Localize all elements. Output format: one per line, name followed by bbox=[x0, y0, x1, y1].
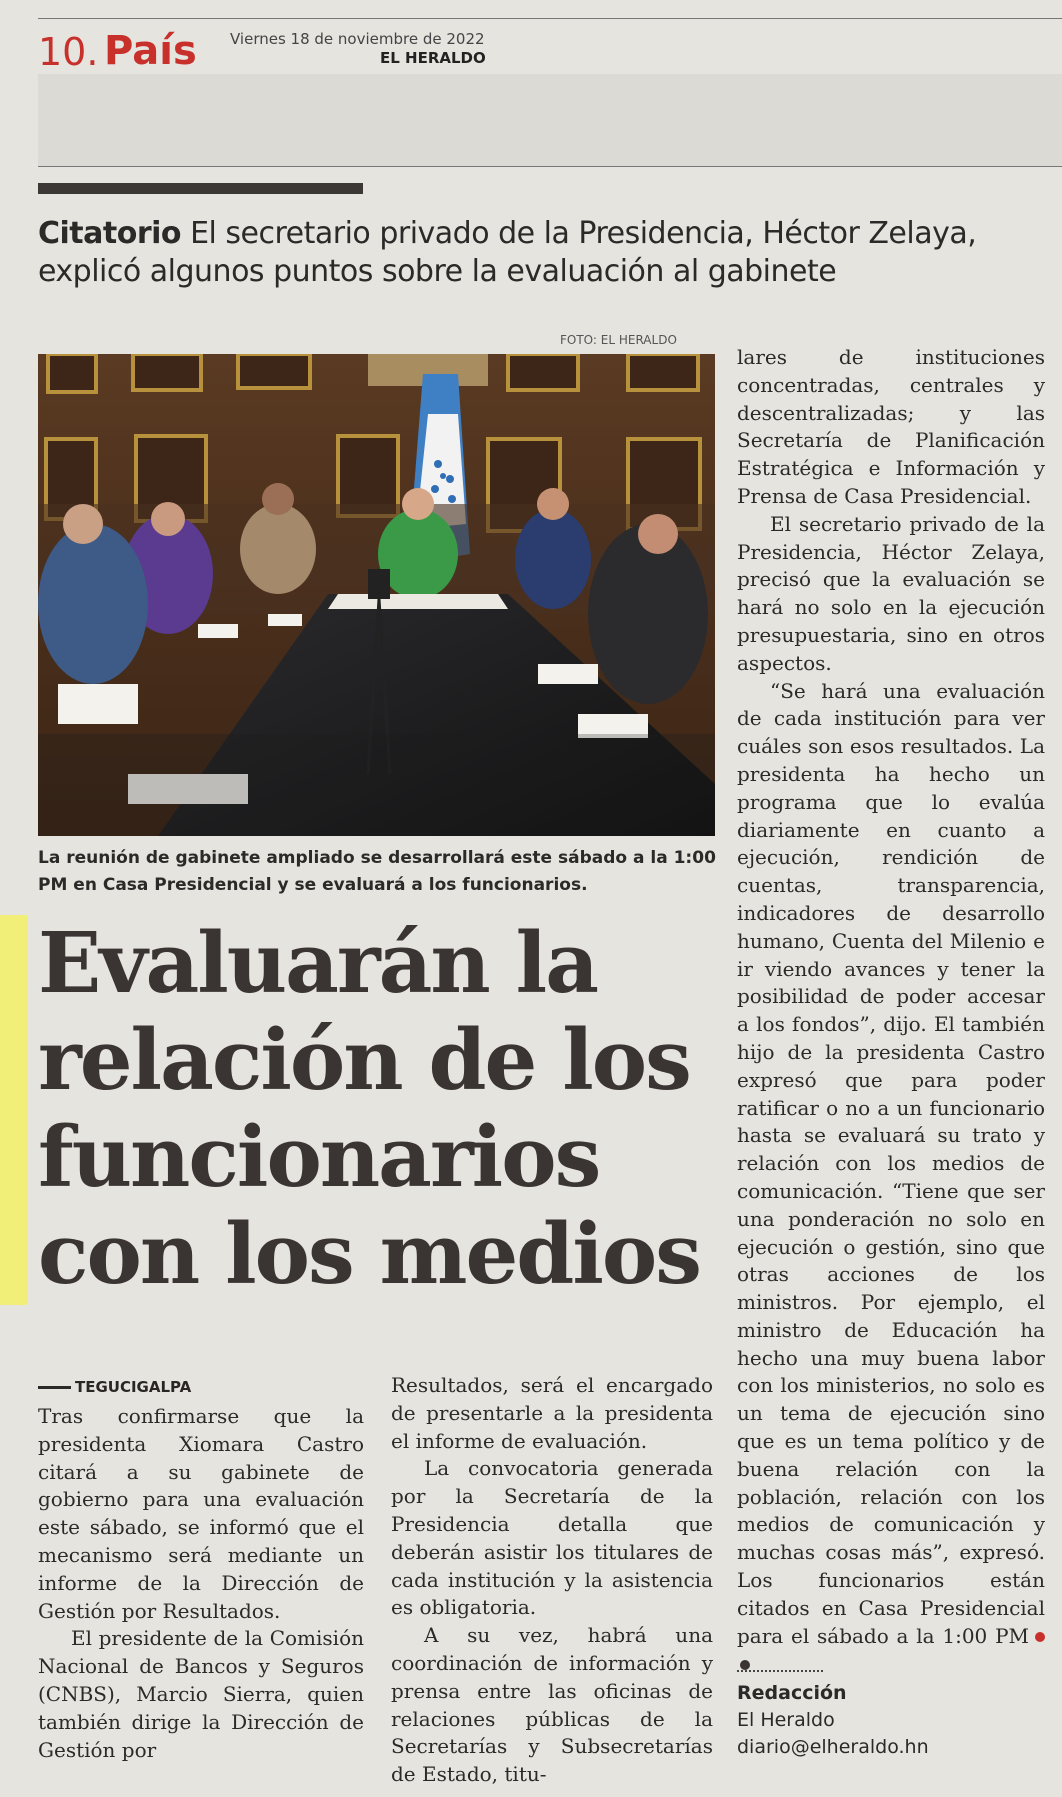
page-number: 10. bbox=[38, 30, 99, 74]
byline-outlet: El Heraldo bbox=[737, 1709, 835, 1731]
headline: Evaluarán la relación de los funcionarios con los medios bbox=[38, 914, 700, 1303]
paragraph: La convocatoria generada por la Secretaría de la Presidencia detalla que deberán asistir los titulares de cada institución y la asistencia es obligatoria. bbox=[391, 1456, 713, 1620]
paragraph: El secretario privado de la Presidencia, Héctor Zelaya, precisó que la evaluación se hará no solo en la ejecución presupuestaria, sino en otros aspectos. bbox=[737, 511, 1045, 675]
paragraph: A su vez, habrá una coordinación de información y prensa entre las oficinas de relaciones públicas de la Secretarías y Subsecretarías de Estado, titu- bbox=[391, 1623, 713, 1787]
section-name: País bbox=[104, 28, 197, 74]
paragraph-text: “Se hará una evaluación de cada institución para ver cuáles son esos resultados. La presidenta ha hecho un programa que lo evalúa diariamente en cuanto a ejecución, rendición de cuentas, transparencia, indicadores de desarrollo humano, Cuenta del Milenio e ir viendo avances y tener la posibilidad de poder accesar a los fondos”, dijo. El también hijo de la presidenta Castro expresó que para poder ratificar o no a un funcionario hasta se evaluará su trato y relación con los medios de comunicación. “Tiene que ser una ponderación no solo en ejecución o gestión, sino que otras acciones de los ministros. Por ejemplo, el ministro de Educación ha hecho una muy buena labor con los ministerios, no solo es un tema de ejecución sino que es un tema político y de buena relación con la población, relación con los medios de comunicación y muchas cosas más”, expresó. Los funcionarios están citados en Casa Presidencial para el sábado a la 1:00 PM bbox=[737, 678, 1045, 1648]
byline bbox=[737, 1680, 929, 1761]
paragraph: Resultados, será el encargado de presentarle a la presidenta el informe de evaluación. bbox=[391, 1373, 713, 1453]
byline-separator bbox=[737, 1670, 823, 1672]
newspaper-name: EL HERALDO bbox=[380, 49, 486, 67]
byline-name: Redacción bbox=[737, 1682, 847, 1704]
article-column-1 bbox=[38, 1376, 364, 1764]
end-mark-dot-red bbox=[1035, 1632, 1045, 1642]
article-column-2 bbox=[391, 1372, 713, 1789]
top-rule bbox=[38, 18, 1062, 19]
issue-date: Viernes 18 de noviembre de 2022 bbox=[230, 30, 485, 48]
section-rule bbox=[38, 166, 1062, 167]
kicker-text: El secretario privado de la Presidencia, Héctor Zelaya, explicó algunos puntos sobre la evaluación al gabinete bbox=[38, 216, 977, 289]
paragraph: El presidente de la Comisión Nacional de Bancos y Seguros (CNBS), Marcio Sierra, quien también dirige la Dirección de Gestión por bbox=[38, 1626, 364, 1762]
end-mark-dot-dark bbox=[740, 1660, 750, 1670]
header-band bbox=[38, 74, 1062, 166]
dateline: TEGUCIGALPA bbox=[38, 1378, 191, 1396]
paragraph: Tras confirmarse que la presidenta Xiomara Castro citará a su gabinete de gobierno para una evaluación este sábado, se informó que el mecanismo será mediante un informe de la Dirección de Gestión por Resultados. bbox=[38, 1404, 364, 1623]
cabinet-meeting-photo bbox=[38, 354, 715, 836]
article-column-3 bbox=[737, 344, 1045, 1678]
photo-caption: La reunión de gabinete ampliado se desarrollará este sábado a la 1:00 PM en Casa Presidencial y se evaluará a los funcionarios. bbox=[38, 848, 716, 895]
kicker-label: Citatorio bbox=[38, 216, 182, 251]
kicker bbox=[38, 215, 1048, 291]
photo-credit: FOTO: EL HERALDO bbox=[560, 333, 677, 347]
highlighter-mark bbox=[0, 915, 28, 1305]
paragraph: lares de instituciones concentradas, centrales y descentralizadas; y las Secretaría de Planificación Estratégica e Información y Prensa de Casa Presidencial. bbox=[737, 345, 1045, 508]
byline-email: diario@elheraldo.hn bbox=[737, 1736, 929, 1758]
paragraph bbox=[737, 678, 1045, 1679]
kicker-bar bbox=[38, 183, 363, 194]
